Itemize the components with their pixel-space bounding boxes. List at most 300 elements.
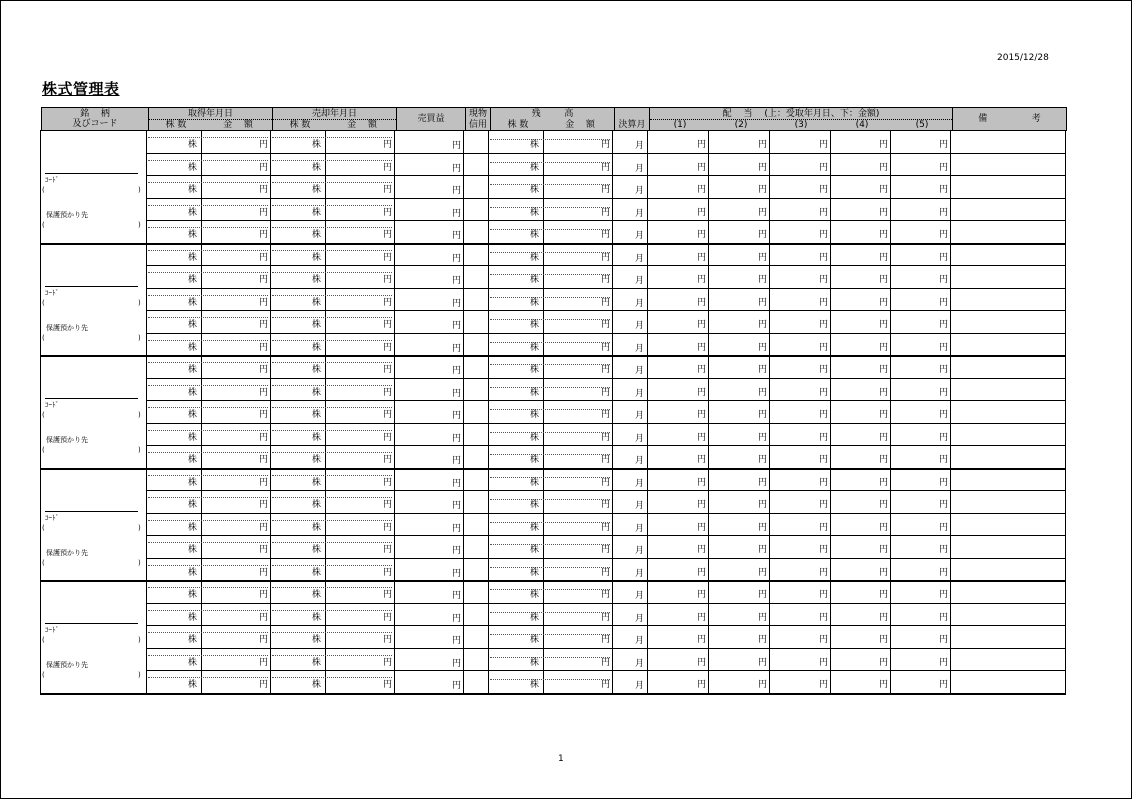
unit-kabu: 株: [312, 185, 322, 195]
unit-yen: 円: [819, 590, 829, 600]
unit-yen: 円: [819, 658, 829, 668]
paren-close: ): [138, 671, 141, 679]
paren-close: ): [138, 559, 141, 567]
header-baikyaku-kingaku: 金 額: [347, 120, 377, 130]
unit-yen: 円: [259, 185, 269, 195]
unit-yen: 円: [452, 681, 462, 691]
custody-label: 保護預かり先: [46, 549, 88, 557]
unit-yen: 円: [259, 275, 269, 285]
unit-yen: 円: [697, 635, 707, 645]
unit-yen: 円: [758, 433, 768, 443]
unit-yen: 円: [259, 208, 269, 218]
unit-kabu: 株: [312, 568, 322, 578]
unit-yen: 円: [383, 343, 393, 353]
unit-kabu: 株: [312, 140, 322, 150]
unit-yen: 円: [758, 140, 768, 150]
unit-kabu: 株: [188, 680, 198, 690]
unit-month: 月: [635, 614, 645, 624]
unit-yen: 円: [452, 276, 462, 286]
unit-kabu: 株: [530, 568, 540, 578]
unit-kabu: 株: [530, 230, 540, 240]
unit-kabu: 株: [188, 230, 198, 240]
unit-yen: 円: [452, 614, 462, 624]
unit-kabu: 株: [312, 298, 322, 308]
unit-yen: 円: [879, 545, 889, 555]
unit-yen: 円: [819, 320, 829, 330]
unit-yen: 円: [939, 388, 949, 398]
unit-yen: 円: [879, 500, 889, 510]
unit-yen: 円: [601, 590, 611, 600]
unit-yen: 円: [383, 163, 393, 173]
unit-kabu: 株: [188, 343, 198, 353]
unit-yen: 円: [939, 545, 949, 555]
unit-kabu: 株: [312, 545, 322, 555]
unit-yen: 円: [383, 410, 393, 420]
unit-kabu: 株: [530, 500, 540, 510]
unit-kabu: 株: [188, 140, 198, 150]
unit-yen: 円: [383, 635, 393, 645]
unit-yen: 円: [601, 230, 611, 240]
table-header: [41, 107, 1067, 131]
unit-kabu: 株: [188, 433, 198, 443]
unit-yen: 円: [939, 140, 949, 150]
unit-yen: 円: [879, 658, 889, 668]
header-zandaka-kingaku: 金 額: [565, 120, 595, 130]
unit-yen: 円: [697, 500, 707, 510]
unit-yen: 円: [697, 410, 707, 420]
unit-yen: 円: [758, 455, 768, 465]
unit-yen: 円: [697, 208, 707, 218]
unit-yen: 円: [601, 658, 611, 668]
unit-yen: 円: [601, 208, 611, 218]
unit-yen: 円: [819, 478, 829, 488]
unit-kabu: 株: [530, 545, 540, 555]
paren-open: (: [42, 636, 45, 644]
unit-kabu: 株: [188, 635, 198, 645]
unit-yen: 円: [452, 254, 462, 264]
unit-yen: 円: [452, 636, 462, 646]
unit-yen: 円: [697, 253, 707, 263]
unit-yen: 円: [601, 433, 611, 443]
unit-yen: 円: [601, 163, 611, 173]
unit-kabu: 株: [530, 455, 540, 465]
unit-yen: 円: [259, 140, 269, 150]
unit-kabu: 株: [530, 613, 540, 623]
unit-kabu: 株: [312, 365, 322, 375]
unit-yen: 円: [939, 680, 949, 690]
paren-close: ): [138, 221, 141, 229]
unit-yen: 円: [259, 658, 269, 668]
unit-yen: 円: [601, 365, 611, 375]
unit-yen: 円: [819, 253, 829, 263]
unit-yen: 円: [383, 433, 393, 443]
paren-open: (: [42, 186, 45, 194]
paren-close: ): [138, 299, 141, 307]
unit-yen: 円: [452, 479, 462, 489]
unit-yen: 円: [452, 141, 462, 151]
unit-month: 月: [635, 186, 645, 196]
unit-month: 月: [635, 591, 645, 601]
unit-yen: 円: [697, 478, 707, 488]
unit-yen: 円: [697, 568, 707, 578]
unit-yen: 円: [819, 500, 829, 510]
unit-kabu: 株: [188, 658, 198, 668]
unit-yen: 円: [259, 680, 269, 690]
unit-yen: 円: [383, 275, 393, 285]
unit-yen: 円: [939, 298, 949, 308]
paren-close: ): [138, 334, 141, 342]
unit-yen: 円: [758, 478, 768, 488]
unit-yen: 円: [758, 365, 768, 375]
unit-yen: 円: [697, 365, 707, 375]
unit-yen: 円: [879, 478, 889, 488]
unit-kabu: 株: [188, 275, 198, 285]
unit-yen: 円: [758, 208, 768, 218]
header-biko: 備 考: [978, 114, 1041, 124]
unit-kabu: 株: [312, 253, 322, 263]
unit-yen: 円: [259, 568, 269, 578]
unit-yen: 円: [939, 500, 949, 510]
unit-month: 月: [635, 434, 645, 444]
unit-yen: 円: [383, 658, 393, 668]
unit-yen: 円: [879, 568, 889, 578]
unit-yen: 円: [758, 658, 768, 668]
unit-kabu: 株: [312, 230, 322, 240]
unit-yen: 円: [819, 208, 829, 218]
unit-yen: 円: [879, 230, 889, 240]
unit-yen: 円: [452, 231, 462, 241]
unit-yen: 円: [697, 298, 707, 308]
paren-close: ): [138, 186, 141, 194]
unit-kabu: 株: [530, 658, 540, 668]
unit-yen: 円: [452, 164, 462, 174]
page-number: 1: [558, 754, 564, 764]
unit-yen: 円: [383, 365, 393, 375]
unit-kabu: 株: [530, 410, 540, 420]
unit-yen: 円: [879, 208, 889, 218]
unit-yen: 円: [939, 478, 949, 488]
unit-month: 月: [635, 321, 645, 331]
unit-kabu: 株: [188, 545, 198, 555]
unit-yen: 円: [601, 613, 611, 623]
unit-yen: 円: [879, 433, 889, 443]
header-shutoku: 取得年月日: [187, 109, 233, 119]
unit-yen: 円: [819, 680, 829, 690]
unit-kabu: 株: [312, 343, 322, 353]
unit-yen: 円: [601, 275, 611, 285]
unit-kabu: 株: [530, 478, 540, 488]
unit-yen: 円: [819, 185, 829, 195]
header-haito: 配 当 (上：受取年月日、下：金額): [722, 109, 880, 119]
unit-yen: 円: [383, 208, 393, 218]
unit-kabu: 株: [530, 253, 540, 263]
unit-yen: 円: [879, 343, 889, 353]
unit-yen: 円: [452, 591, 462, 601]
unit-yen: 円: [758, 388, 768, 398]
unit-yen: 円: [383, 680, 393, 690]
unit-yen: 円: [259, 545, 269, 555]
unit-kabu: 株: [188, 523, 198, 533]
unit-kabu: 株: [530, 185, 540, 195]
unit-yen: 円: [758, 230, 768, 240]
unit-yen: 円: [601, 478, 611, 488]
unit-kabu: 株: [312, 658, 322, 668]
unit-yen: 円: [758, 500, 768, 510]
unit-kabu: 株: [188, 253, 198, 263]
header-d3: (3): [794, 120, 808, 130]
unit-yen: 円: [452, 411, 462, 421]
unit-kabu: 株: [530, 163, 540, 173]
unit-yen: 円: [939, 433, 949, 443]
header-baibaieki: 売買益: [417, 114, 445, 124]
custody-label: 保護預かり先: [46, 211, 88, 219]
unit-yen: 円: [601, 388, 611, 398]
unit-yen: 円: [819, 388, 829, 398]
paren-close: ): [138, 411, 141, 419]
unit-yen: 円: [819, 298, 829, 308]
header-shutoku-kabusu: 株 数: [165, 120, 187, 130]
unit-kabu: 株: [188, 388, 198, 398]
header-code: 及びコード: [72, 119, 118, 129]
unit-yen: 円: [697, 590, 707, 600]
unit-kabu: 株: [188, 410, 198, 420]
unit-yen: 円: [452, 524, 462, 534]
header-zandaka-kabusu: 株 数: [507, 120, 529, 130]
unit-month: 月: [635, 231, 645, 241]
unit-yen: 円: [697, 455, 707, 465]
unit-yen: 円: [819, 163, 829, 173]
unit-yen: 円: [383, 613, 393, 623]
unit-yen: 円: [697, 275, 707, 285]
unit-yen: 円: [697, 433, 707, 443]
unit-yen: 円: [819, 365, 829, 375]
unit-yen: 円: [697, 388, 707, 398]
unit-yen: 円: [259, 343, 269, 353]
header-baikyaku: 売却年月日: [311, 109, 357, 119]
unit-yen: 円: [879, 140, 889, 150]
unit-yen: 円: [259, 433, 269, 443]
unit-kabu: 株: [312, 163, 322, 173]
unit-yen: 円: [601, 635, 611, 645]
unit-kabu: 株: [188, 185, 198, 195]
unit-yen: 円: [601, 545, 611, 555]
unit-yen: 円: [452, 501, 462, 511]
unit-yen: 円: [879, 365, 889, 375]
unit-yen: 円: [601, 253, 611, 263]
unit-yen: 円: [383, 568, 393, 578]
unit-yen: 円: [697, 545, 707, 555]
paren-close: ): [138, 636, 141, 644]
unit-kabu: 株: [188, 320, 198, 330]
unit-kabu: 株: [312, 388, 322, 398]
unit-kabu: 株: [312, 680, 322, 690]
unit-yen: 円: [697, 230, 707, 240]
unit-yen: 円: [383, 230, 393, 240]
unit-yen: 円: [879, 388, 889, 398]
unit-month: 月: [635, 479, 645, 489]
unit-kabu: 株: [530, 590, 540, 600]
unit-yen: 円: [697, 185, 707, 195]
unit-yen: 円: [819, 613, 829, 623]
paren-close: ): [138, 524, 141, 532]
unit-yen: 円: [601, 523, 611, 533]
unit-kabu: 株: [188, 455, 198, 465]
unit-yen: 円: [452, 569, 462, 579]
unit-yen: 円: [601, 568, 611, 578]
unit-yen: 円: [819, 230, 829, 240]
unit-yen: 円: [383, 185, 393, 195]
unit-yen: 円: [383, 500, 393, 510]
unit-yen: 円: [879, 320, 889, 330]
unit-yen: 円: [939, 253, 949, 263]
unit-month: 月: [635, 164, 645, 174]
unit-kabu: 株: [312, 613, 322, 623]
unit-kabu: 株: [530, 523, 540, 533]
unit-yen: 円: [383, 253, 393, 263]
header-baikyaku-kabusu: 株 数: [289, 120, 311, 130]
unit-kabu: 株: [188, 208, 198, 218]
unit-yen: 円: [758, 590, 768, 600]
unit-yen: 円: [879, 590, 889, 600]
unit-yen: 円: [383, 320, 393, 330]
unit-yen: 円: [939, 523, 949, 533]
unit-kabu: 株: [312, 590, 322, 600]
unit-yen: 円: [383, 545, 393, 555]
unit-month: 月: [635, 569, 645, 579]
unit-yen: 円: [819, 410, 829, 420]
unit-yen: 円: [819, 523, 829, 533]
unit-month: 月: [635, 299, 645, 309]
unit-yen: 円: [259, 230, 269, 240]
unit-yen: 円: [601, 680, 611, 690]
unit-yen: 円: [452, 659, 462, 669]
unit-yen: 円: [758, 320, 768, 330]
header-genbutsu: 現物: [468, 109, 487, 119]
unit-kabu: 株: [530, 680, 540, 690]
unit-yen: 円: [383, 388, 393, 398]
paren-open: (: [42, 334, 45, 342]
unit-yen: 円: [601, 455, 611, 465]
unit-yen: 円: [819, 545, 829, 555]
unit-yen: 円: [259, 478, 269, 488]
unit-yen: 円: [879, 410, 889, 420]
unit-yen: 円: [879, 185, 889, 195]
unit-yen: 円: [697, 320, 707, 330]
unit-yen: 円: [758, 343, 768, 353]
unit-yen: 円: [697, 680, 707, 690]
unit-yen: 円: [939, 208, 949, 218]
unit-yen: 円: [697, 343, 707, 353]
unit-kabu: 株: [188, 500, 198, 510]
unit-yen: 円: [879, 635, 889, 645]
unit-yen: 円: [601, 410, 611, 420]
unit-yen: 円: [758, 613, 768, 623]
unit-yen: 円: [758, 163, 768, 173]
header-d1: (1): [673, 120, 687, 130]
unit-yen: 円: [452, 546, 462, 556]
unit-yen: 円: [259, 635, 269, 645]
unit-kabu: 株: [188, 568, 198, 578]
unit-kabu: 株: [530, 208, 540, 218]
unit-yen: 円: [383, 478, 393, 488]
paren-open: (: [42, 299, 45, 307]
unit-yen: 円: [383, 298, 393, 308]
unit-kabu: 株: [312, 320, 322, 330]
unit-month: 月: [635, 546, 645, 556]
unit-yen: 円: [383, 455, 393, 465]
unit-month: 月: [635, 366, 645, 376]
unit-yen: 円: [939, 163, 949, 173]
header-zandaka: 残 高: [531, 109, 574, 119]
unit-yen: 円: [697, 613, 707, 623]
custody-label: 保護預かり先: [46, 661, 88, 669]
unit-yen: 円: [758, 680, 768, 690]
unit-month: 月: [635, 276, 645, 286]
unit-yen: 円: [383, 140, 393, 150]
unit-month: 月: [635, 681, 645, 691]
unit-kabu: 株: [312, 275, 322, 285]
paren-open: (: [42, 446, 45, 454]
code-label: ｺｰﾄﾞ: [45, 626, 59, 634]
unit-yen: 円: [259, 163, 269, 173]
unit-yen: 円: [758, 545, 768, 555]
unit-yen: 円: [259, 590, 269, 600]
unit-yen: 円: [383, 590, 393, 600]
unit-yen: 円: [758, 298, 768, 308]
unit-yen: 円: [259, 455, 269, 465]
unit-yen: 円: [939, 590, 949, 600]
unit-yen: 円: [259, 523, 269, 533]
unit-kabu: 株: [530, 140, 540, 150]
unit-yen: 円: [819, 433, 829, 443]
unit-yen: 円: [697, 523, 707, 533]
unit-yen: 円: [819, 275, 829, 285]
header-d4: (4): [855, 120, 869, 130]
unit-yen: 円: [452, 299, 462, 309]
unit-yen: 円: [879, 613, 889, 623]
paren-open: (: [42, 221, 45, 229]
unit-yen: 円: [601, 185, 611, 195]
unit-kabu: 株: [530, 275, 540, 285]
print-date: 2015/12/28: [997, 53, 1049, 63]
unit-kabu: 株: [530, 298, 540, 308]
unit-kabu: 株: [312, 433, 322, 443]
custody-label: 保護預かり先: [46, 436, 88, 444]
paren-open: (: [42, 559, 45, 567]
unit-yen: 円: [601, 500, 611, 510]
header-d5: (5): [915, 120, 929, 130]
unit-yen: 円: [939, 320, 949, 330]
unit-yen: 円: [879, 298, 889, 308]
unit-month: 月: [635, 501, 645, 511]
unit-yen: 円: [452, 209, 462, 219]
unit-month: 月: [635, 411, 645, 421]
unit-yen: 円: [879, 163, 889, 173]
unit-yen: 円: [819, 635, 829, 645]
unit-yen: 円: [758, 253, 768, 263]
unit-yen: 円: [452, 186, 462, 196]
unit-yen: 円: [819, 455, 829, 465]
unit-kabu: 株: [312, 455, 322, 465]
unit-yen: 円: [452, 321, 462, 331]
paren-open: (: [42, 411, 45, 419]
header-d2: (2): [734, 120, 748, 130]
unit-yen: 円: [452, 434, 462, 444]
unit-kabu: 株: [530, 320, 540, 330]
unit-yen: 円: [259, 320, 269, 330]
unit-month: 月: [635, 389, 645, 399]
unit-yen: 円: [758, 275, 768, 285]
